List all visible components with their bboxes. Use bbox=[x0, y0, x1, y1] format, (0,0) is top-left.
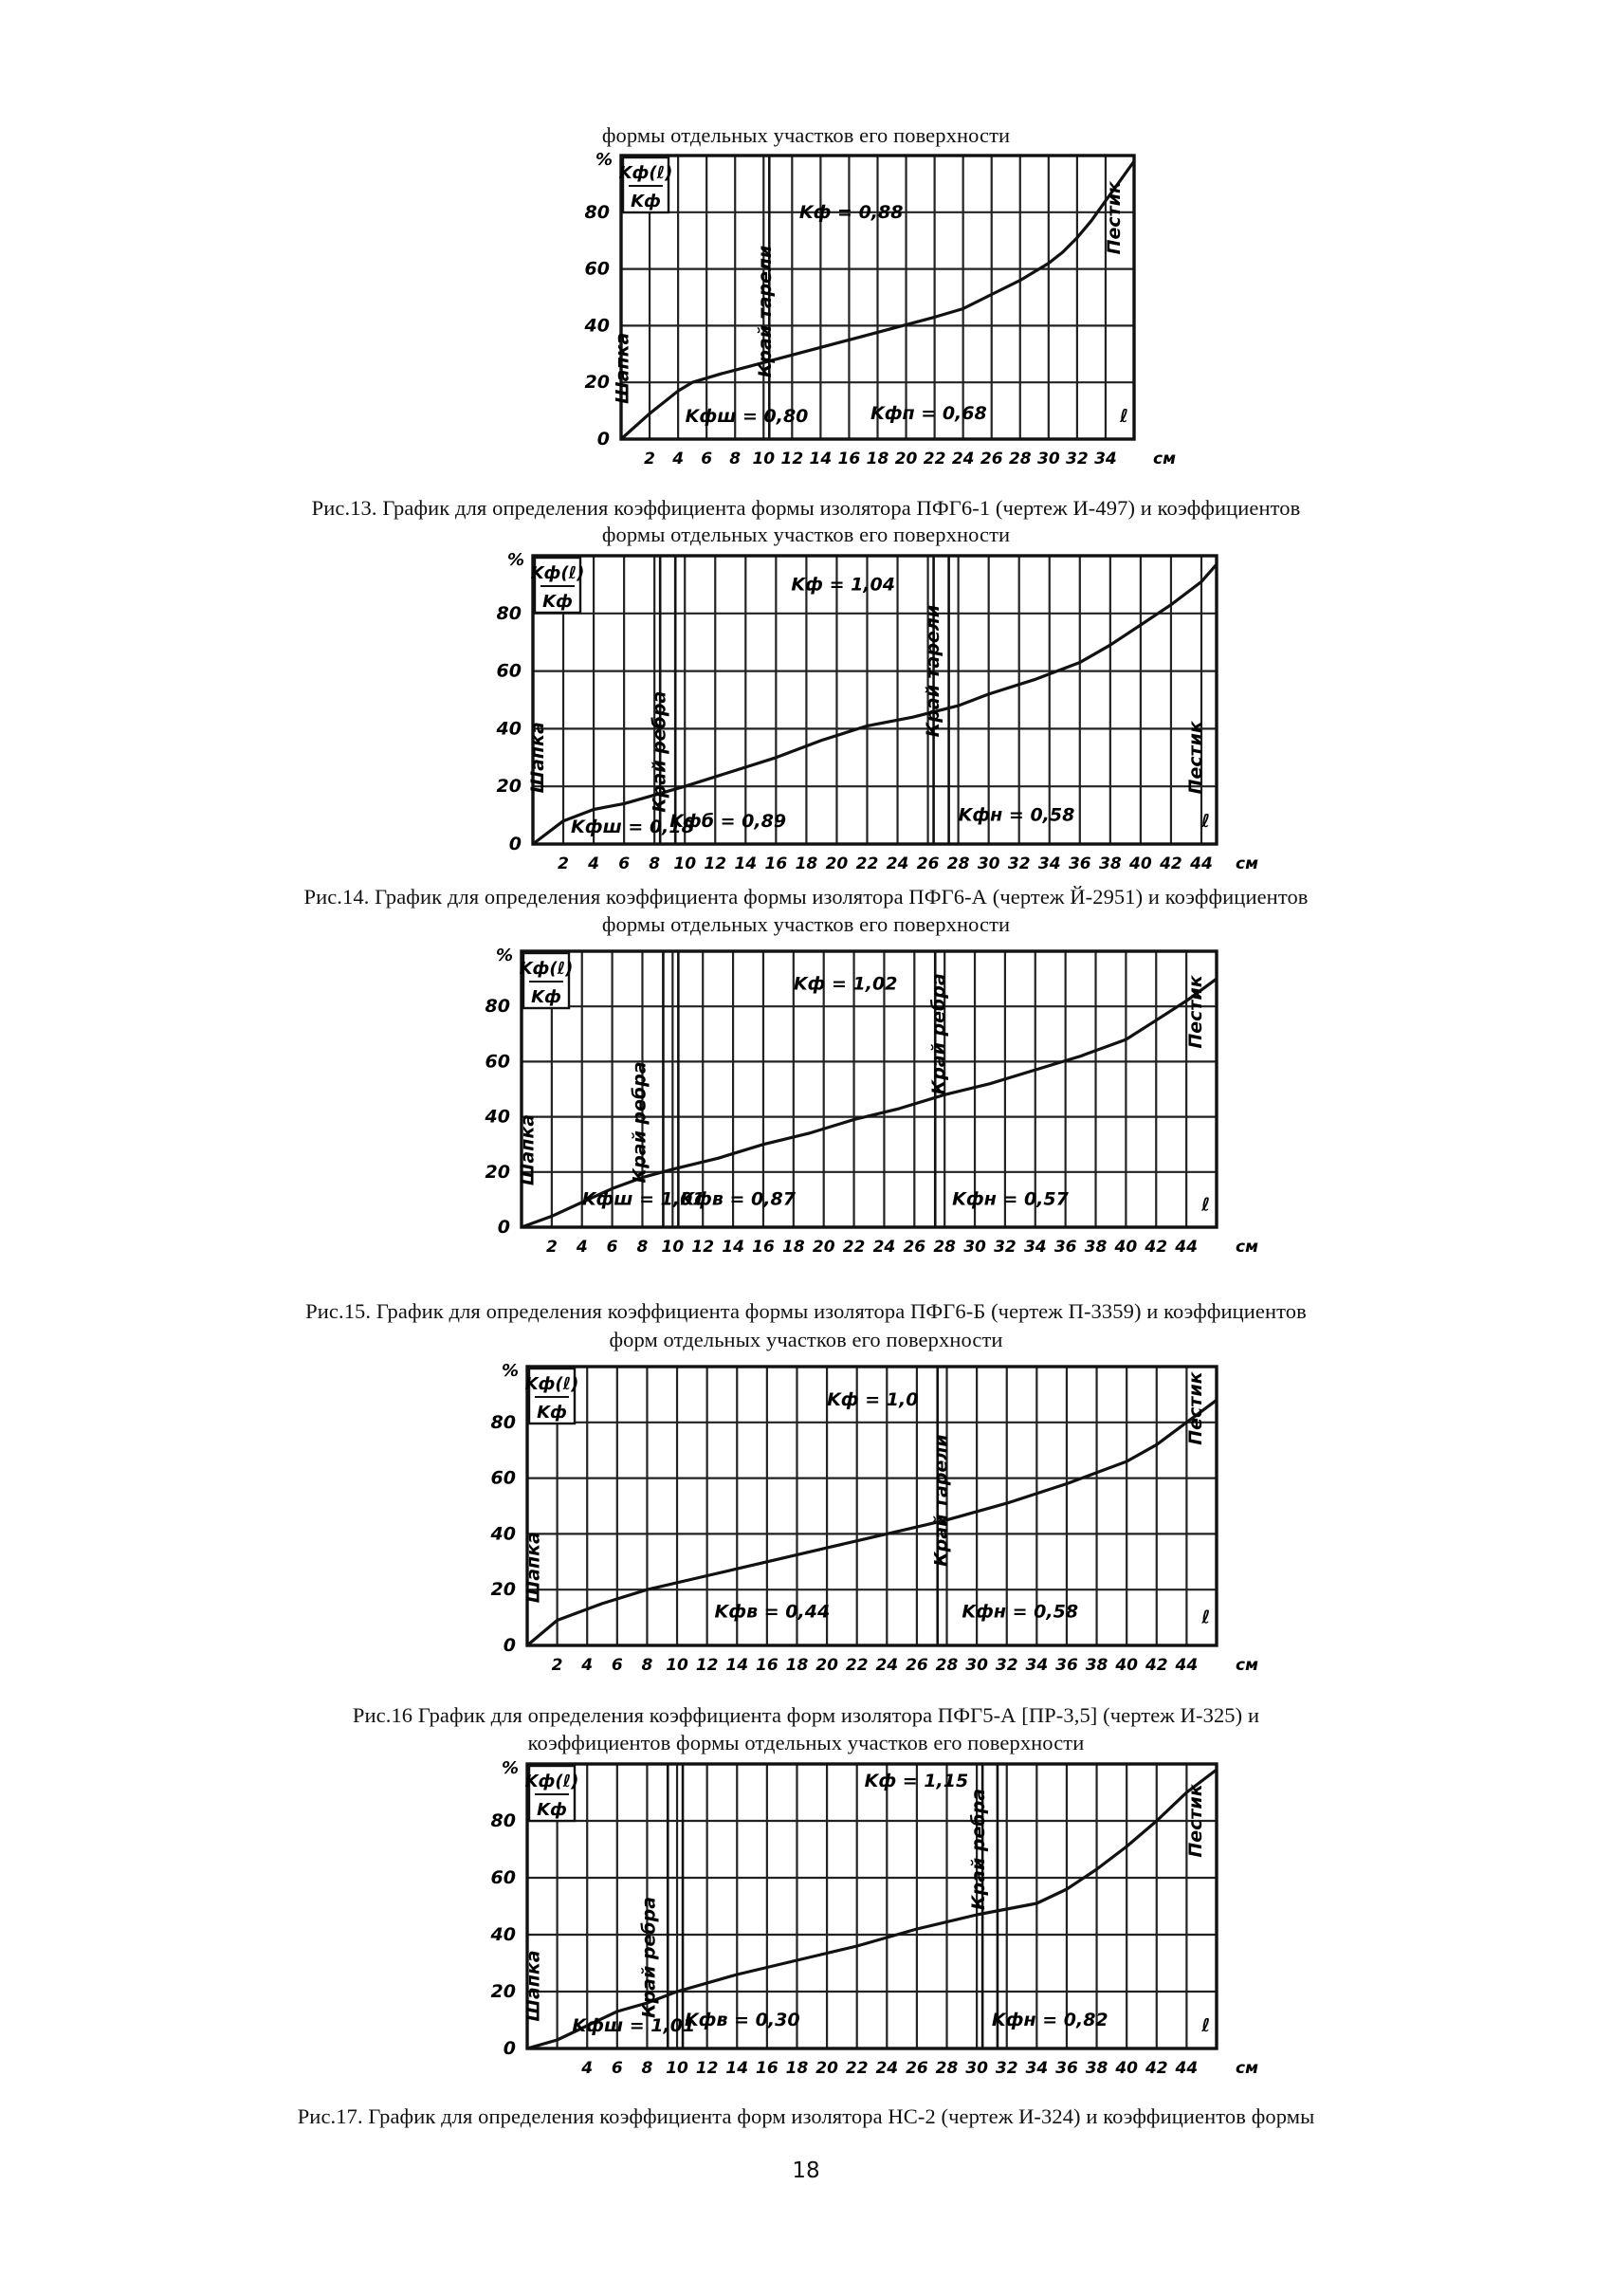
y-axis-label: Kф(ℓ) bbox=[524, 1374, 579, 1394]
x-tick-label: 4 bbox=[576, 1238, 588, 1257]
y-tick-label: 0 bbox=[503, 1635, 516, 1656]
x-unit-label: см bbox=[1153, 450, 1176, 468]
caption-fig16-line1: Рис.16 График для определения коэффициента форм изолятора ПФГ5-А [ПР-3,5] (чертеж И-325) и bbox=[352, 1703, 1260, 1727]
y-axis-label: Kф(ℓ) bbox=[530, 563, 585, 583]
x-tick-label: 16 bbox=[756, 1656, 779, 1675]
x-tick-label: 10 bbox=[666, 1656, 688, 1675]
region-label: Шапка bbox=[517, 1113, 539, 1186]
x-tick-label: 18 bbox=[785, 1656, 809, 1675]
x-tick-label: 34 bbox=[1025, 1656, 1049, 1675]
x-tick-label: 44 bbox=[1175, 2059, 1199, 2078]
x-tick-label: 2 bbox=[558, 854, 569, 873]
coefficient-annotation: Kфп = 0,68 bbox=[870, 403, 987, 425]
y-tick-label: 60 bbox=[490, 1467, 516, 1489]
coefficient-annotation: Kф = 1,04 bbox=[791, 574, 895, 596]
x-tick-label: 38 bbox=[1085, 2059, 1108, 2078]
x-tick-label: 14 bbox=[725, 1656, 749, 1675]
y-tick-label: 40 bbox=[485, 1106, 510, 1128]
title-line-fig15: формы отдельных участков его поверхности bbox=[601, 912, 1011, 936]
x-tick-label: 16 bbox=[764, 854, 788, 873]
coefficient-annotation: Kфш = 0,80 bbox=[685, 406, 809, 428]
x-tick-label: 22 bbox=[842, 1238, 866, 1257]
coefficient-annotation: Kф = 1,02 bbox=[793, 973, 898, 995]
page-number: 18 bbox=[792, 2158, 820, 2183]
x-tick-label: 44 bbox=[1175, 1656, 1199, 1675]
y-unit-label: % bbox=[506, 550, 525, 570]
y-tick-label: 40 bbox=[490, 1523, 516, 1545]
x-tick-label: 16 bbox=[837, 450, 861, 468]
x-tick-label: 18 bbox=[785, 2059, 809, 2078]
x-tick-label: 40 bbox=[1114, 1238, 1138, 1257]
y-tick-label: 40 bbox=[584, 315, 610, 337]
x-tick-label: 12 bbox=[704, 854, 727, 873]
x-tick-label: 38 bbox=[1099, 854, 1122, 873]
coefficient-annotation: Kфн = 0,58 bbox=[962, 1601, 1079, 1623]
y-tick-label: 20 bbox=[485, 1161, 510, 1183]
x-tick-label: 42 bbox=[1145, 1656, 1168, 1675]
coefficient-annotation: Kфн = 0,82 bbox=[991, 2010, 1108, 2030]
coefficient-annotation: Kфн = 0,57 bbox=[952, 1188, 1069, 1210]
region-label: Край тарели bbox=[930, 1434, 952, 1567]
y-axis-label: Kф(ℓ) bbox=[524, 1772, 579, 1791]
region-label: Шапка bbox=[522, 1532, 544, 1604]
x-tick-label: 12 bbox=[780, 450, 804, 468]
coefficient-annotation: ℓ bbox=[1201, 1607, 1211, 1628]
y-tick-label: 80 bbox=[584, 201, 610, 223]
y-tick-label: 0 bbox=[497, 1217, 510, 1238]
x-unit-label: см bbox=[1236, 1656, 1258, 1675]
coefficient-annotation: Kфш = 1,01 bbox=[572, 2015, 696, 2036]
x-tick-label: 10 bbox=[661, 1238, 685, 1257]
x-tick-label: 20 bbox=[815, 2059, 838, 2078]
x-tick-label: 20 bbox=[825, 854, 849, 873]
x-tick-label: 36 bbox=[1055, 2059, 1078, 2078]
coefficient-annotation: Kфв = 0,30 bbox=[684, 2010, 800, 2030]
y-tick-label: 0 bbox=[503, 2038, 516, 2059]
x-tick-label: 4 bbox=[581, 1656, 594, 1675]
x-tick-label: 10 bbox=[673, 854, 697, 873]
coefficient-annotation: Kфв = 0,87 bbox=[680, 1188, 796, 1210]
coefficient-annotation: Kфн = 0,58 bbox=[958, 804, 1075, 826]
region-label: Пестик bbox=[1103, 181, 1125, 255]
x-tick-label: 24 bbox=[875, 2059, 899, 2078]
region-label: Пестик bbox=[1185, 975, 1207, 1049]
x-tick-label: 10 bbox=[752, 450, 776, 468]
x-tick-label: 38 bbox=[1085, 1656, 1108, 1675]
x-tick-label: 22 bbox=[845, 2059, 869, 2078]
x-tick-label: 34 bbox=[1094, 450, 1117, 468]
y-axis-label-denominator: Kф bbox=[531, 987, 561, 1007]
x-tick-label: 20 bbox=[894, 450, 918, 468]
coefficient-annotation: Kф = 0,88 bbox=[798, 201, 904, 223]
region-label: Край ребра bbox=[928, 973, 950, 1095]
y-unit-label: % bbox=[595, 150, 614, 170]
x-tick-label: 12 bbox=[691, 1238, 715, 1257]
region-label: Шапка bbox=[522, 1950, 544, 2022]
coefficient-annotation: Kфш = 0,18 bbox=[571, 816, 694, 837]
x-tick-label: 26 bbox=[906, 2059, 928, 2078]
plot-frame bbox=[524, 1764, 1217, 2048]
x-tick-label: 22 bbox=[923, 450, 946, 468]
x-tick-label: 18 bbox=[866, 450, 889, 468]
x-tick-label: 42 bbox=[1145, 2059, 1168, 2078]
y-tick-label: 60 bbox=[584, 258, 610, 280]
x-tick-label: 28 bbox=[935, 2059, 959, 2078]
x-tick-label: 6 bbox=[611, 1656, 623, 1675]
x-tick-label: 30 bbox=[965, 1656, 988, 1675]
y-tick-label: 80 bbox=[485, 996, 510, 1018]
y-axis-label-denominator: Kф bbox=[537, 1800, 567, 1820]
x-tick-label: 40 bbox=[1129, 854, 1152, 873]
title-fragment-fig12: формы отдельных участков его поверхности bbox=[601, 123, 1011, 147]
y-tick-label: 0 bbox=[596, 429, 610, 450]
x-tick-label: 2 bbox=[644, 450, 655, 468]
x-tick-label: 36 bbox=[1053, 1238, 1077, 1257]
region-label: Край тарели bbox=[754, 245, 776, 378]
y-unit-label: % bbox=[495, 946, 514, 965]
region-label: Край ребра bbox=[968, 1788, 990, 1911]
title-line-fig17: коэффициентов формы отдельных участков его поверхности bbox=[527, 1731, 1085, 1754]
x-tick-label: 8 bbox=[729, 450, 742, 468]
coefficient-annotation: ℓ bbox=[1200, 810, 1210, 832]
x-tick-label: 32 bbox=[995, 1656, 1018, 1675]
x-tick-label: 40 bbox=[1115, 2059, 1139, 2078]
y-tick-label: 0 bbox=[508, 834, 522, 854]
x-tick-label: 20 bbox=[812, 1238, 835, 1257]
x-tick-label: 14 bbox=[809, 450, 833, 468]
y-tick-label: 60 bbox=[490, 1867, 516, 1888]
x-tick-label: 26 bbox=[980, 450, 1003, 468]
x-unit-label: см bbox=[1236, 1238, 1258, 1257]
x-tick-label: 8 bbox=[641, 1656, 653, 1675]
region-label: Пестик bbox=[1184, 721, 1206, 795]
x-tick-label: 24 bbox=[875, 1656, 899, 1675]
x-tick-label: 32 bbox=[994, 1238, 1017, 1257]
x-tick-label: 24 bbox=[886, 854, 909, 873]
x-unit-label: см bbox=[1236, 2059, 1258, 2078]
x-tick-label: 42 bbox=[1145, 1238, 1168, 1257]
region-label: Пестик bbox=[1185, 1371, 1207, 1445]
caption-fig15: Рис.15. График для определения коэффициента формы изолятора ПФГ6-Б (чертеж П-3359) и коэффициентов bbox=[305, 1299, 1307, 1323]
x-tick-label: 28 bbox=[946, 854, 970, 873]
coefficient-annotation: Kф = 1,0 bbox=[827, 1389, 919, 1411]
region-label: Край ребра bbox=[629, 1061, 650, 1184]
x-tick-label: 30 bbox=[977, 854, 1000, 873]
x-tick-label: 22 bbox=[855, 854, 879, 873]
x-tick-label: 44 bbox=[1175, 1238, 1198, 1257]
x-tick-label: 34 bbox=[1023, 1238, 1047, 1257]
coefficient-annotation: ℓ bbox=[1119, 406, 1128, 428]
x-tick-label: 32 bbox=[995, 2059, 1018, 2078]
coefficient-annotation: Kфш = 1,01 bbox=[581, 1188, 705, 1210]
y-tick-label: 20 bbox=[490, 1981, 516, 2002]
x-tick-label: 40 bbox=[1115, 1656, 1139, 1675]
title-line-fig16: форм отдельных участков его поверхности bbox=[609, 1328, 1003, 1351]
region-label: Шапка bbox=[527, 722, 549, 794]
x-tick-label: 18 bbox=[795, 854, 818, 873]
x-tick-label: 30 bbox=[965, 2059, 988, 2078]
x-tick-label: 36 bbox=[1055, 1656, 1078, 1675]
x-tick-label: 6 bbox=[611, 2059, 623, 2078]
x-tick-label: 6 bbox=[606, 1238, 618, 1257]
y-tick-label: 40 bbox=[496, 718, 522, 740]
coefficient-annotation: ℓ bbox=[1201, 2015, 1211, 2036]
region-label: Край тарели bbox=[922, 604, 943, 738]
x-tick-label: 26 bbox=[903, 1238, 926, 1257]
y-tick-label: 20 bbox=[584, 372, 610, 394]
x-unit-label: см bbox=[1236, 854, 1258, 873]
caption-fig13: Рис.13. График для определения коэффициента формы изолятора ПФГ6-1 (чертеж И-497) и коэффициентов bbox=[311, 496, 1301, 520]
x-tick-label: 2 bbox=[551, 1656, 563, 1675]
y-tick-label: 80 bbox=[496, 602, 522, 624]
x-tick-label: 6 bbox=[618, 854, 631, 873]
x-tick-label: 12 bbox=[695, 1656, 719, 1675]
y-axis-label: Kф(ℓ) bbox=[519, 959, 574, 979]
y-tick-label: 60 bbox=[496, 660, 522, 682]
x-tick-label: 16 bbox=[752, 1238, 775, 1257]
y-tick-label: 40 bbox=[490, 1924, 516, 1945]
x-tick-label: 14 bbox=[725, 2059, 749, 2078]
coefficient-annotation: Kфв = 0,44 bbox=[714, 1601, 831, 1623]
x-tick-label: 24 bbox=[872, 1238, 896, 1257]
x-tick-label: 28 bbox=[935, 1656, 959, 1675]
x-tick-label: 4 bbox=[672, 450, 685, 468]
x-tick-label: 30 bbox=[1036, 450, 1060, 468]
x-tick-label: 16 bbox=[756, 2059, 779, 2078]
y-tick-label: 20 bbox=[496, 776, 522, 798]
x-tick-label: 14 bbox=[722, 1238, 744, 1257]
y-axis-label-denominator: Kф bbox=[631, 192, 661, 211]
y-axis-label-denominator: Kф bbox=[537, 1403, 567, 1423]
caption-fig14: Рис.14. График для определения коэффициента формы изолятора ПФГ6-А (чертеж Й-2951) и коэффициентов bbox=[303, 885, 1309, 909]
x-tick-label: 28 bbox=[933, 1238, 957, 1257]
x-tick-label: 8 bbox=[636, 1238, 649, 1257]
x-tick-label: 2 bbox=[545, 1238, 558, 1257]
x-tick-label: 4 bbox=[588, 854, 600, 873]
x-tick-label: 12 bbox=[695, 2059, 719, 2078]
title-line-fig14: формы отдельных участков его поверхности bbox=[601, 523, 1011, 546]
x-tick-label: 42 bbox=[1160, 854, 1182, 873]
y-tick-label: 60 bbox=[485, 1051, 510, 1073]
coefficient-annotation: Kф = 1,15 bbox=[864, 1771, 969, 1791]
x-tick-label: 10 bbox=[666, 2059, 688, 2078]
x-tick-label: 26 bbox=[916, 854, 940, 873]
x-tick-label: 34 bbox=[1037, 854, 1061, 873]
y-tick-label: 20 bbox=[490, 1579, 516, 1601]
x-tick-label: 18 bbox=[781, 1238, 805, 1257]
x-tick-label: 28 bbox=[1008, 450, 1032, 468]
x-tick-label: 26 bbox=[906, 1656, 928, 1675]
x-tick-label: 30 bbox=[963, 1238, 986, 1257]
region-label: Шапка bbox=[612, 332, 633, 404]
data-curve bbox=[524, 1770, 1217, 2048]
y-axis-label-denominator: Kф bbox=[542, 592, 573, 612]
x-tick-label: 14 bbox=[734, 854, 758, 873]
coefficient-annotation: Kфб = 0,89 bbox=[669, 810, 787, 832]
x-tick-label: 34 bbox=[1025, 2059, 1049, 2078]
x-tick-label: 44 bbox=[1190, 854, 1213, 873]
y-unit-label: % bbox=[501, 1758, 520, 1778]
region-label: Край ребра bbox=[649, 690, 670, 813]
x-tick-label: 8 bbox=[641, 2059, 653, 2078]
x-tick-label: 22 bbox=[845, 1656, 869, 1675]
region-label: Пестик bbox=[1185, 1784, 1207, 1858]
region-label: Край ребра bbox=[638, 1896, 660, 2019]
x-tick-label: 24 bbox=[951, 450, 975, 468]
x-tick-label: 36 bbox=[1068, 854, 1091, 873]
x-tick-label: 38 bbox=[1084, 1238, 1108, 1257]
caption-fig17: Рис.17. График для определения коэффициента форм изолятора НС-2 (чертеж И-324) и коэффициентов формы bbox=[297, 2104, 1315, 2128]
x-tick-label: 32 bbox=[1007, 854, 1031, 873]
y-tick-label: 80 bbox=[490, 1810, 516, 1831]
x-tick-label: 6 bbox=[701, 450, 713, 468]
x-tick-label: 8 bbox=[649, 854, 661, 873]
y-tick-label: 80 bbox=[490, 1411, 516, 1433]
y-unit-label: % bbox=[501, 1361, 520, 1381]
x-tick-label: 20 bbox=[815, 1656, 838, 1675]
coefficient-annotation: ℓ bbox=[1201, 1194, 1211, 1216]
x-tick-label: 4 bbox=[581, 2059, 594, 2078]
x-tick-label: 32 bbox=[1066, 450, 1089, 468]
y-axis-label: Kф(ℓ) bbox=[618, 163, 673, 183]
